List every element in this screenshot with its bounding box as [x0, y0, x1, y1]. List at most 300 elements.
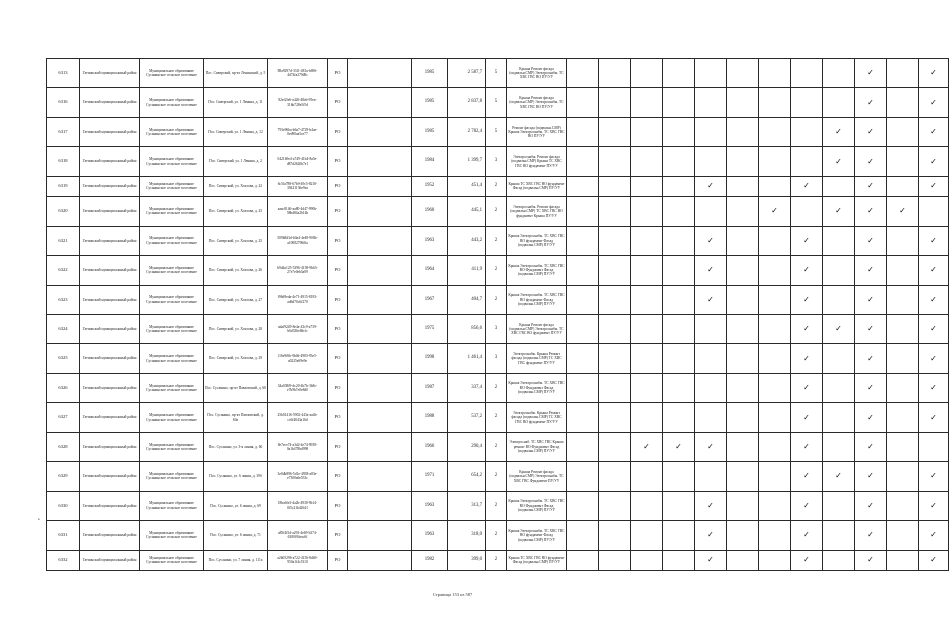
check-cell [727, 521, 759, 550]
year-cell: 1963 [412, 491, 448, 520]
works-cell: Крыша Электроснабж. ТС ХВС ГВС ВО фундамент Фасад (подвальн.СМР) ПУ/УУ [507, 285, 567, 314]
municipality-cell: Муниципальное образование Сусанинское сельское поселение [140, 197, 204, 226]
check-mark-icon: ✓ [675, 441, 682, 451]
check-cell [631, 314, 663, 343]
building-id-cell: 88a9297d-33f1-481a-b696-4d74fa279d8c [268, 59, 328, 88]
area-cell: 404,7 [448, 285, 486, 314]
year-cell: 1998 [412, 344, 448, 373]
district-cell: Гатчинский муниципальный район [80, 403, 140, 432]
check-cell [599, 432, 631, 461]
check-cell [663, 521, 695, 550]
check-mark-icon: ✓ [867, 471, 874, 481]
check-cell [727, 197, 759, 226]
check-cell [823, 147, 855, 176]
year-cell: 1963 [412, 521, 448, 550]
table-row [47, 59, 949, 88]
type-cell: PO [328, 314, 348, 343]
check-cell [759, 344, 791, 373]
municipality-cell: Муниципальное образование Сусанинское сельское поселение [140, 491, 204, 520]
check-cell [663, 147, 695, 176]
check-cell [599, 147, 631, 176]
check-cell [823, 197, 855, 226]
municipality-cell: Муниципальное образование Сусанинское сельское поселение [140, 521, 204, 550]
year-cell: 1982 [412, 550, 448, 570]
row-number: 6328 [47, 432, 80, 461]
check-mark-icon: ✓ [930, 235, 937, 245]
check-cell [855, 256, 887, 285]
building-id-cell: a85f4f5d-a293-4e69-b374-6380f94eac6f [268, 521, 328, 550]
check-cell [663, 550, 695, 570]
check-mark-icon: ✓ [899, 206, 906, 216]
year-cell: 1952 [412, 176, 448, 196]
check-cell [823, 521, 855, 550]
address-cell: Пос. Сиверский, ул. 1 Ленина, д. 12 [204, 117, 268, 146]
check-cell [631, 462, 663, 491]
building-id-cell: aaac8146-aa80-4d47-990b-58bd84a2614b [268, 197, 328, 226]
check-mark-icon: ✓ [930, 555, 937, 565]
works-cell: Крыша Ремонт фасада (подвальн.СМР) Электроснабж. ТС ХВС ГВС Фундамент ПУ/УУ [507, 462, 567, 491]
check-cell [663, 176, 695, 196]
check-cell [823, 432, 855, 461]
type-cell: PO [328, 117, 348, 146]
check-cell [919, 256, 949, 285]
check-mark-icon: ✓ [771, 206, 778, 216]
type-cell: PO [328, 462, 348, 491]
check-cell [695, 462, 727, 491]
table-row [47, 462, 949, 491]
check-mark-icon: ✓ [867, 383, 874, 393]
check-mark-icon: ✓ [707, 441, 714, 451]
check-cell [855, 403, 887, 432]
check-cell [695, 521, 727, 550]
table-row [47, 373, 949, 402]
year-cell: 1964 [412, 256, 448, 285]
check-cell [759, 491, 791, 520]
check-cell [887, 88, 919, 117]
check-cell [631, 550, 663, 570]
check-cell [823, 176, 855, 196]
check-cell [631, 176, 663, 196]
empty-cell [348, 88, 412, 117]
empty-cell [348, 117, 412, 146]
address-cell: Пос. Сиверский, ул. Хохлова, д. 22 [204, 176, 268, 196]
year-cell: 1987 [412, 373, 448, 402]
check-cell [791, 550, 823, 570]
check-cell [855, 59, 887, 88]
check-cell [727, 432, 759, 461]
check-mark-icon: ✓ [930, 181, 937, 191]
check-cell [695, 256, 727, 285]
check-cell [791, 197, 823, 226]
check-mark-icon: ✓ [930, 127, 937, 137]
check-cell [567, 491, 599, 520]
district-cell: Гатчинский муниципальный район [80, 59, 140, 88]
row-number: 6318 [47, 147, 80, 176]
address-cell: Пос. Сусанино, пр-кт Павловский, д. 60а [204, 403, 268, 432]
check-mark-icon: ✓ [835, 471, 842, 481]
type-cell: PO [328, 176, 348, 196]
check-cell [759, 432, 791, 461]
area-cell: 537,2 [448, 403, 486, 432]
area-cell: 445,1 [448, 197, 486, 226]
empty-cell [348, 197, 412, 226]
check-cell [887, 147, 919, 176]
check-mark-icon: ✓ [707, 530, 714, 540]
check-cell [663, 314, 695, 343]
register-table [46, 58, 949, 571]
check-cell [727, 403, 759, 432]
check-cell [919, 197, 949, 226]
check-cell [887, 373, 919, 402]
floors-cell: 5 [486, 117, 507, 146]
district-cell: Гатчинский муниципальный район [80, 147, 140, 176]
empty-cell [348, 256, 412, 285]
check-cell [823, 491, 855, 520]
table-row [47, 344, 949, 373]
building-id-cell: f16e9f6b-9b0d-4983-93e5-a0225e69e9e [268, 344, 328, 373]
check-cell [695, 314, 727, 343]
check-cell [695, 373, 727, 402]
check-mark-icon: ✓ [930, 530, 937, 540]
check-mark-icon: ✓ [643, 441, 650, 451]
check-cell [663, 226, 695, 255]
table-row [47, 314, 949, 343]
row-number: 6329 [47, 462, 80, 491]
check-cell [599, 462, 631, 491]
check-cell [631, 197, 663, 226]
check-cell [599, 403, 631, 432]
works-cell: Ремонт фасада (подвальн.СМР) Крыша Электроснабж. ТС ХВС ГВС ВО ПУ/УУ [507, 117, 567, 146]
floors-cell: 2 [486, 256, 507, 285]
floors-cell: 2 [486, 550, 507, 570]
year-cell: 1985 [412, 117, 448, 146]
row-number: 6320 [47, 197, 80, 226]
check-mark-icon: ✓ [867, 294, 874, 304]
check-cell [567, 226, 599, 255]
address-cell: Пос. Сусанино, ул. 6 линия, д. 71 [204, 521, 268, 550]
check-cell [567, 59, 599, 88]
area-cell: 2 782,4 [448, 117, 486, 146]
building-id-cell: adaf9249-8e4a-43c9-a739-b6d336e8dcfc [268, 314, 328, 343]
check-cell [919, 373, 949, 402]
type-cell: PO [328, 373, 348, 402]
area-cell: 2 837,8 [448, 88, 486, 117]
check-cell [855, 197, 887, 226]
check-cell [887, 432, 919, 461]
check-cell [919, 88, 949, 117]
check-cell [823, 344, 855, 373]
address-cell: Пос. Сиверский, ул. 1 Ленина, д. 11 [204, 88, 268, 117]
type-cell: PO [328, 521, 348, 550]
area-cell: 399,0 [448, 550, 486, 570]
check-cell [791, 491, 823, 520]
check-mark-icon: ✓ [707, 235, 714, 245]
register-body [47, 59, 949, 571]
check-mark-icon: ✓ [867, 500, 874, 510]
floors-cell: 2 [486, 373, 507, 402]
area-cell: 1 399,7 [448, 147, 486, 176]
type-cell: PO [328, 550, 348, 570]
check-cell [631, 88, 663, 117]
check-cell [663, 403, 695, 432]
check-mark-icon: ✓ [930, 97, 937, 107]
check-cell [727, 226, 759, 255]
floors-cell: 3 [486, 344, 507, 373]
check-cell [823, 117, 855, 146]
building-id-cell: 0421b9e4-a749-41b4-8a5e-d87d2620b7e1 [268, 147, 328, 176]
type-cell: PO [328, 403, 348, 432]
check-cell [791, 147, 823, 176]
municipality-cell: Муниципальное образование Сусанинское сельское поселение [140, 432, 204, 461]
check-cell [887, 197, 919, 226]
check-mark-icon: ✓ [803, 412, 810, 422]
empty-cell [348, 314, 412, 343]
floors-cell: 2 [486, 285, 507, 314]
works-cell: Крыша Электроснабж. ТС ХВС ГВС ВО Фундамент Фасад (подвальн.СМР) ПУ/УУ [507, 256, 567, 285]
type-cell: PO [328, 344, 348, 373]
check-cell [567, 344, 599, 373]
check-cell [887, 256, 919, 285]
empty-cell [348, 432, 412, 461]
check-cell [887, 176, 919, 196]
check-mark-icon: ✓ [930, 353, 937, 363]
table-row [47, 88, 949, 117]
check-cell [631, 521, 663, 550]
check-cell [887, 521, 919, 550]
area-cell: 443,2 [448, 226, 486, 255]
district-cell: Гатчинский муниципальный район [80, 88, 140, 117]
table-row [47, 521, 949, 550]
check-mark-icon: ✓ [803, 294, 810, 304]
check-mark-icon: ✓ [803, 324, 810, 334]
check-cell [663, 197, 695, 226]
address-cell: Пос. Сиверский, ул. Хохлова, д. 25 [204, 226, 268, 255]
check-cell [599, 256, 631, 285]
row-number: 6317 [47, 117, 80, 146]
check-cell [631, 344, 663, 373]
check-mark-icon: ✓ [803, 181, 810, 191]
check-cell [631, 432, 663, 461]
municipality-cell: Муниципальное образование Сусанинское сельское поселение [140, 226, 204, 255]
check-cell [759, 59, 791, 88]
check-cell [791, 403, 823, 432]
address-cell: Пос. Сусанино, пр-кт Павловский, д. 60 [204, 373, 268, 402]
check-cell [759, 314, 791, 343]
check-mark-icon: ✓ [803, 471, 810, 481]
address-cell: Пос. Сиверский, ул. Хохлова, д. 26 [204, 256, 268, 285]
check-cell [791, 285, 823, 314]
check-cell [791, 314, 823, 343]
check-mark-icon: ✓ [930, 383, 937, 393]
check-cell [887, 59, 919, 88]
check-cell [727, 117, 759, 146]
check-cell [855, 521, 887, 550]
check-cell [791, 432, 823, 461]
works-cell: Крыша Электроснабж. ТС ХВС ГВС ВО Фундамент Фасад (подвальн.СМР) ПУ/УУ [507, 373, 567, 402]
table-row [47, 117, 949, 146]
check-mark-icon: ✓ [867, 441, 874, 451]
check-cell [791, 373, 823, 402]
floors-cell: 2 [486, 226, 507, 255]
municipality-cell: Муниципальное образование Сусанинское сельское поселение [140, 147, 204, 176]
works-cell: Крыша Ремонт фасада (подвальн.СМР) Электроснабж. ТС ХВС ГВС ВО ПУ/УУ [507, 59, 567, 88]
check-mark-icon: ✓ [930, 324, 937, 334]
district-cell: Гатчинский муниципальный район [80, 226, 140, 255]
check-cell [823, 550, 855, 570]
check-cell [567, 285, 599, 314]
address-cell: Пос. Сусанино, ул. 6 линия, д. 69 [204, 491, 268, 520]
check-cell [919, 117, 949, 146]
check-cell [695, 197, 727, 226]
address-cell: Пос. Сиверский, пр-кт Ленинский, д. 5 [204, 59, 268, 88]
building-id-cell: 34a038f9-dc20-4b7b-3b8c-e7b9b7e0e8d0 [268, 373, 328, 402]
year-cell: 1963 [412, 226, 448, 255]
empty-cell [348, 373, 412, 402]
works-cell: Крыша Электроснабж. ТС ХВС ГВС ВО фундамент Фасад (подвальн.СМР) ПУ/УУ [507, 521, 567, 550]
check-cell [727, 256, 759, 285]
check-cell [855, 491, 887, 520]
check-mark-icon: ✓ [835, 156, 842, 166]
check-cell [631, 59, 663, 88]
address-cell: Пос. Сусанино, ул. 7 линия, д. 111а [204, 550, 268, 570]
table-row [47, 226, 949, 255]
check-cell [599, 88, 631, 117]
check-cell [727, 462, 759, 491]
check-mark-icon: ✓ [867, 68, 874, 78]
check-cell [695, 59, 727, 88]
works-cell: Электроснабж. Ремонт фасада (подвальн.СМР) Крыша ТС ХВС ГВС ВО фундамент ПУ/УУ [507, 147, 567, 176]
building-id-cell: a2b05296-a722-4156-8db9-950a1f4c5310 [268, 550, 328, 570]
check-cell [567, 176, 599, 196]
district-cell: Гатчинский муниципальный район [80, 176, 140, 196]
check-cell [791, 256, 823, 285]
check-cell [567, 403, 599, 432]
check-cell [631, 285, 663, 314]
district-cell: Гатчинский муниципальный район [80, 521, 140, 550]
check-cell [823, 285, 855, 314]
empty-cell [348, 176, 412, 196]
floors-cell: 2 [486, 176, 507, 196]
building-id-cell: 82ef2fe6-a426-48eb-95ea-31bb728e5f5d [268, 88, 328, 117]
type-cell: PO [328, 256, 348, 285]
check-cell [695, 285, 727, 314]
check-cell [631, 117, 663, 146]
check-cell [919, 462, 949, 491]
empty-cell [348, 521, 412, 550]
check-mark-icon: ✓ [707, 555, 714, 565]
check-cell [727, 314, 759, 343]
district-cell: Гатчинский муниципальный район [80, 197, 140, 226]
area-cell: 411,9 [448, 256, 486, 285]
check-cell [695, 491, 727, 520]
address-cell: Пос. Сиверский, ул. Хохлова, д. 28 [204, 314, 268, 343]
floors-cell: 3 [486, 314, 507, 343]
municipality-cell: Муниципальное образование Сусанинское сельское поселение [140, 59, 204, 88]
building-id-cell: 793e96ba-b6a7-4729-b4ae-0ed90aa5ce77 [268, 117, 328, 146]
type-cell: PO [328, 197, 348, 226]
check-cell [855, 344, 887, 373]
table-row [47, 432, 949, 461]
check-cell [599, 285, 631, 314]
check-cell [663, 462, 695, 491]
check-cell [663, 491, 695, 520]
empty-cell [348, 462, 412, 491]
area-cell: 337,4 [448, 373, 486, 402]
check-cell [567, 550, 599, 570]
check-mark-icon: ✓ [803, 353, 810, 363]
check-cell [791, 59, 823, 88]
check-cell [727, 344, 759, 373]
check-cell [759, 176, 791, 196]
check-cell [599, 176, 631, 196]
check-cell [823, 226, 855, 255]
check-cell [759, 117, 791, 146]
floors-cell: 2 [486, 432, 507, 461]
check-cell [567, 88, 599, 117]
address-cell: Пос. Сиверский, ул. Хохлова, д. 25 [204, 197, 268, 226]
check-cell [791, 521, 823, 550]
check-cell [599, 373, 631, 402]
check-mark-icon: ✓ [835, 127, 842, 137]
check-cell [855, 147, 887, 176]
check-cell [759, 462, 791, 491]
check-cell [855, 314, 887, 343]
empty-cell [348, 344, 412, 373]
check-cell [663, 432, 695, 461]
check-cell [823, 403, 855, 432]
floors-cell: 2 [486, 462, 507, 491]
check-cell [823, 373, 855, 402]
check-cell [599, 314, 631, 343]
row-number: 6325 [47, 344, 80, 373]
check-cell [599, 226, 631, 255]
floors-cell: 2 [486, 403, 507, 432]
check-cell [567, 521, 599, 550]
municipality-cell: Муниципальное образование Сусанинское сельское поселение [140, 285, 204, 314]
check-cell [695, 117, 727, 146]
check-cell [823, 314, 855, 343]
check-cell [759, 226, 791, 255]
check-cell [919, 521, 949, 550]
check-cell [567, 147, 599, 176]
check-cell [695, 176, 727, 196]
check-cell [855, 176, 887, 196]
check-cell [919, 226, 949, 255]
check-mark-icon: ✓ [803, 265, 810, 275]
check-cell [919, 432, 949, 461]
municipality-cell: Муниципальное образование Сусанинское сельское поселение [140, 344, 204, 373]
check-cell [759, 285, 791, 314]
address-cell: Пос. Сиверский, ул. Хохлова, д. 27 [204, 285, 268, 314]
check-cell [823, 59, 855, 88]
check-cell [919, 344, 949, 373]
empty-cell [348, 491, 412, 520]
check-cell [567, 373, 599, 402]
check-cell [823, 462, 855, 491]
area-cell: 290,4 [448, 432, 486, 461]
check-cell [759, 147, 791, 176]
check-cell [791, 226, 823, 255]
district-cell: Гатчинский муниципальный район [80, 462, 140, 491]
check-cell [567, 117, 599, 146]
floors-cell: 2 [486, 197, 507, 226]
empty-cell [348, 403, 412, 432]
table-row [47, 403, 949, 432]
check-cell [855, 88, 887, 117]
check-mark-icon: ✓ [707, 500, 714, 510]
floors-cell: 2 [486, 491, 507, 520]
empty-cell [348, 285, 412, 314]
